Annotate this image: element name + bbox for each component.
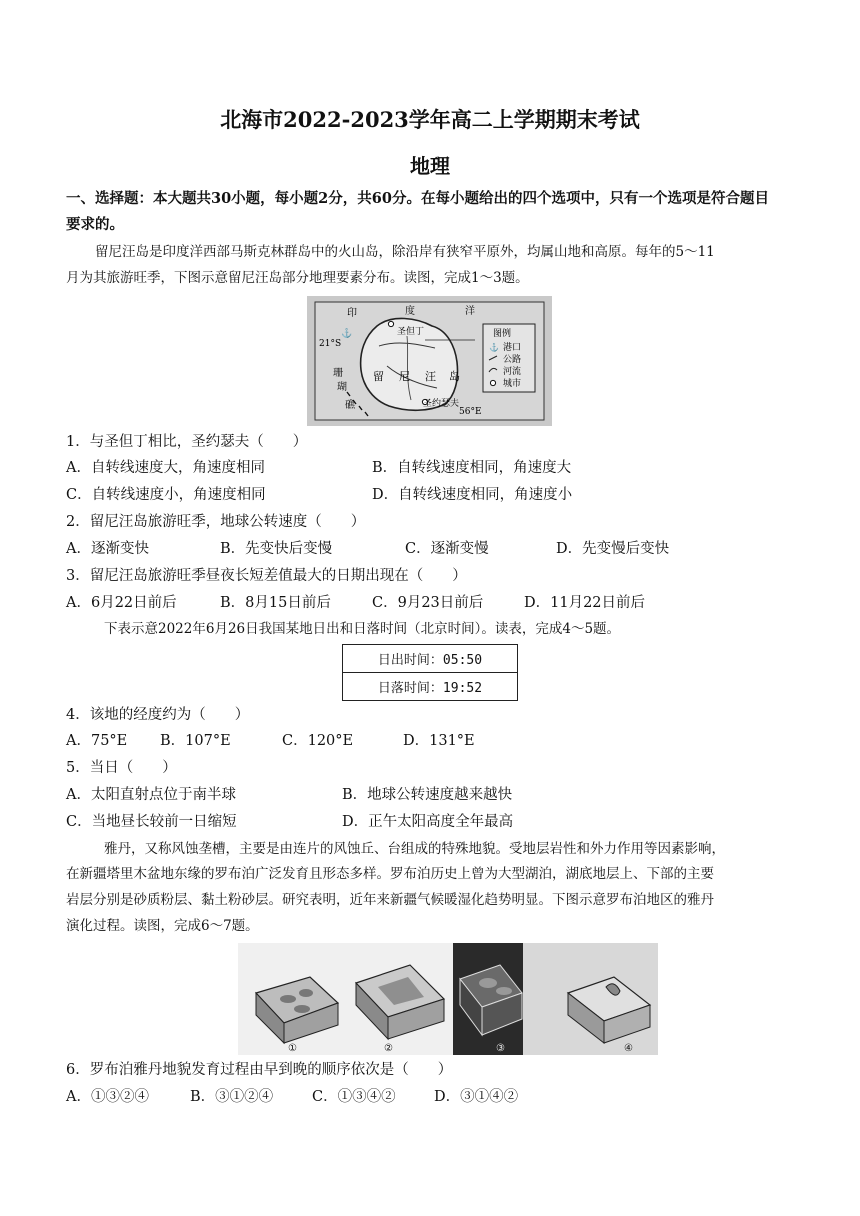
q1-option-b[interactable]: B．自转线速度相同，角速度大 bbox=[372, 460, 572, 476]
q4-stem: 4．该地的经度约为（ ） bbox=[66, 707, 250, 723]
legend-city: 城市 bbox=[503, 379, 522, 389]
q5-stem: 5．当日（ ） bbox=[66, 760, 177, 776]
sunrise-sunset-table bbox=[342, 644, 518, 701]
q1-option-a[interactable]: A．自转线速度大，角速度相同 bbox=[66, 460, 265, 476]
legend-road: 公路 bbox=[503, 355, 522, 365]
coral-char-1: 珊 bbox=[333, 368, 343, 379]
passage-3-line-4: 演化过程。读图，完成6～7题。 bbox=[66, 918, 259, 934]
panel-label-3: ③ bbox=[496, 1043, 505, 1054]
passage-1-line-2: 月为其旅游旺季，下图示意留尼汪岛部分地理要素分布。读图，完成1～3题。 bbox=[66, 270, 529, 286]
coral-char-2: 瑚 bbox=[337, 382, 347, 393]
legend-city-icon bbox=[490, 380, 495, 385]
q1-option-d[interactable]: D．自转线速度相同，角速度小 bbox=[372, 487, 573, 503]
longitude-label: 56°E bbox=[459, 407, 482, 417]
q3-option-d[interactable]: D．11月22日前后 bbox=[524, 595, 646, 611]
passage-2: 下表示意2022年6月26日我国某地日出和日落时间（北京时间）。读表，完成4～5题。 bbox=[104, 621, 621, 637]
ocean-char-1: 印 bbox=[347, 308, 357, 319]
yardang-evolution-figure bbox=[238, 943, 658, 1055]
panel-label-2: ② bbox=[384, 1043, 393, 1054]
q4-option-a[interactable]: A．75°E bbox=[66, 733, 128, 749]
exam-title: 北海市2022-2023学年高二上学期期末考试 bbox=[220, 107, 640, 132]
q5-option-c[interactable]: C．当地昼长较前一日缩短 bbox=[66, 814, 237, 830]
latitude-label: 21°S bbox=[319, 339, 342, 349]
q6-option-b[interactable]: B．③①②④ bbox=[190, 1089, 274, 1105]
passage-3-line-2: 在新疆塔里木盆地东缘的罗布泊广泛发育且形态多样。罗布泊历史上曾为大型湖泊，湖底地层上、下部的主要 bbox=[66, 866, 714, 882]
subject-title: 地理 bbox=[410, 154, 450, 178]
q6-option-d[interactable]: D．③①④② bbox=[434, 1089, 519, 1105]
city-label-south: 圣约瑟夫 bbox=[423, 399, 460, 409]
ocean-char-2: 度 bbox=[405, 306, 415, 317]
island-char-2: 尼 bbox=[399, 370, 410, 383]
q5-option-d[interactable]: D．正午太阳高度全年最高 bbox=[342, 814, 514, 830]
q5-option-a[interactable]: A．太阳直射点位于南半球 bbox=[66, 787, 236, 803]
panel-label-4: ④ bbox=[624, 1043, 633, 1054]
q6-option-a[interactable]: A．①③②④ bbox=[66, 1089, 149, 1105]
q3-stem: 3．留尼汪岛旅游旺季昼夜长短差值最大的日期出现在（ ） bbox=[66, 568, 467, 584]
q6-option-c[interactable]: C．①③④② bbox=[312, 1089, 396, 1105]
coral-char-3: 礁 bbox=[345, 400, 355, 411]
passage-3-line-3: 岩层分别是砂质粉层、黏土粉砂层。研究表明，近年来新疆气候暖湿化趋势明显。下图示意罗布泊地区的雅丹 bbox=[66, 892, 714, 908]
island-char-1: 留 bbox=[373, 370, 384, 383]
q2-option-d[interactable]: D．先变慢后变快 bbox=[556, 541, 670, 557]
city-marker-north bbox=[388, 321, 393, 326]
q6-stem: 6．罗布泊雅丹地貌发育过程由早到晚的顺序依次是（ ） bbox=[66, 1062, 453, 1078]
q1-stem: 1．与圣但丁相比，圣约瑟夫（ ） bbox=[66, 434, 308, 450]
q2-stem: 2．留尼汪岛旅游旺季，地球公转速度（ ） bbox=[66, 514, 366, 530]
port-icon: ⚓ bbox=[341, 329, 353, 339]
legend-title: 图例 bbox=[493, 329, 512, 339]
q4-option-c[interactable]: C．120°E bbox=[282, 733, 354, 749]
island-char-4: 岛 bbox=[449, 370, 460, 383]
q2-option-a[interactable]: A．逐渐变快 bbox=[66, 541, 149, 557]
ocean-char-3: 洋 bbox=[465, 306, 475, 317]
q4-option-b[interactable]: B．107°E bbox=[160, 733, 231, 749]
sunrise-cell: 日出时间：05:50 bbox=[343, 645, 518, 673]
passage-3-line-1: 雅丹，又称风蚀垄槽，主要是由连片的风蚀丘、台组成的特殊地貌。受地层岩性和外力作用等因素影响， bbox=[104, 841, 725, 857]
island-char-3: 汪 bbox=[425, 370, 436, 383]
q4-option-d[interactable]: D．131°E bbox=[403, 733, 475, 749]
panel-label-1: ① bbox=[288, 1043, 297, 1054]
section-heading-cont: 要求的。 bbox=[66, 216, 124, 233]
section-heading: 一、选择题：本大题共30小题，每小题2分，共60分。在每小题给出的四个选项中，只有一个选项是符合题目 bbox=[66, 190, 769, 207]
q5-option-b[interactable]: B．地球公转速度越来越快 bbox=[342, 787, 513, 803]
city-label-north: 圣但丁 bbox=[397, 327, 425, 337]
q3-option-a[interactable]: A．6月22日前后 bbox=[66, 595, 177, 611]
q1-option-c[interactable]: C．自转线速度小，角速度相同 bbox=[66, 487, 266, 503]
q2-option-c[interactable]: C．逐渐变慢 bbox=[405, 541, 489, 557]
q3-option-b[interactable]: B．8月15日前后 bbox=[220, 595, 331, 611]
legend-port: 港口 bbox=[503, 343, 522, 353]
sunset-cell: 日落时间：19:52 bbox=[343, 673, 518, 701]
legend-river: 河流 bbox=[503, 367, 522, 377]
q3-option-c[interactable]: C．9月23日前后 bbox=[372, 595, 484, 611]
passage-1-line-1: 留尼汪岛是印度洋西部马斯克林群岛中的火山岛，除沿岸有狭窄平原外，均属山地和高原。每年的5～11 bbox=[95, 244, 715, 260]
q2-option-b[interactable]: B．先变快后变慢 bbox=[220, 541, 333, 557]
reunion-map bbox=[307, 296, 552, 426]
legend-port-icon: ⚓ bbox=[489, 343, 499, 352]
